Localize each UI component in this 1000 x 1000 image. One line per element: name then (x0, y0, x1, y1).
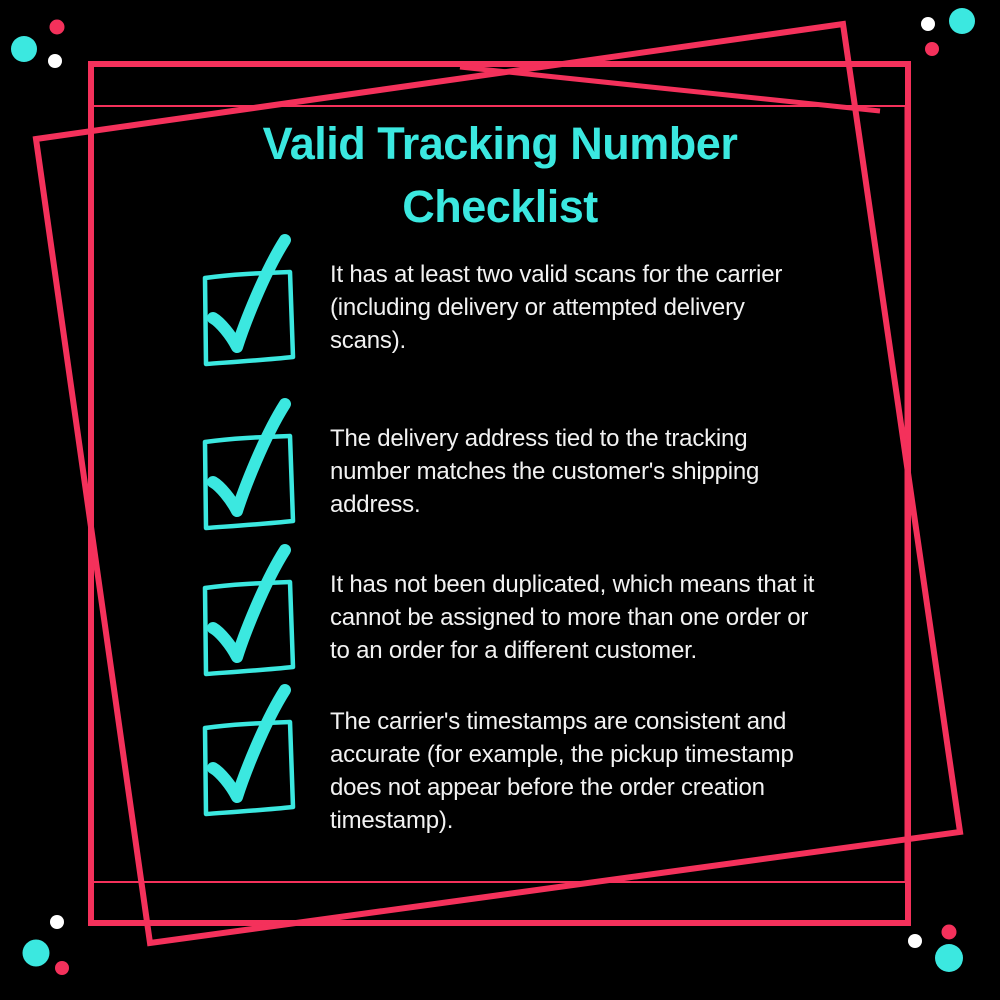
corner-dot-white-icon (50, 915, 64, 929)
corner-dot-pink-icon (942, 925, 957, 940)
checked-checkbox-icon (193, 228, 303, 368)
page-title (0, 112, 1000, 238)
corner-dot-white-icon (921, 17, 935, 31)
corner-dot-white-icon (908, 934, 922, 948)
corner-dot-cyan-icon (935, 944, 963, 972)
corner-dot-cyan-icon (11, 36, 37, 62)
checked-checkbox-icon (193, 538, 303, 678)
title-line-1: Valid Tracking Number (262, 118, 738, 169)
checklist-item-text: The delivery address tied to the tracking number matches the customer's shipping address. (330, 425, 760, 518)
corner-dot-white-icon (48, 54, 62, 68)
corner-dot-cyan-icon (949, 8, 975, 34)
corner-dot-cyan-icon (23, 940, 50, 967)
corner-dot-pink-icon (925, 42, 939, 56)
checked-checkbox-icon (193, 392, 303, 532)
corner-dot-pink-icon (50, 20, 65, 35)
checklist-item-text: It has at least two valid scans for the carrier (including delivery or attempted delivery scans). (330, 261, 783, 354)
checklist-item-text: The carrier's timestamps are consistent and accurate (for example, the pickup timestamp does not appear before the order creation timestamp). (330, 708, 794, 834)
corner-dot-pink-icon (55, 961, 69, 975)
checklist-item-text: It has not been duplicated, which means that it cannot be assigned to more than one order or to an order for a different customer. (330, 571, 815, 664)
frame-stray-line-icon (460, 67, 880, 111)
title-line-2: Checklist (402, 181, 598, 232)
checked-checkbox-icon (193, 678, 303, 818)
